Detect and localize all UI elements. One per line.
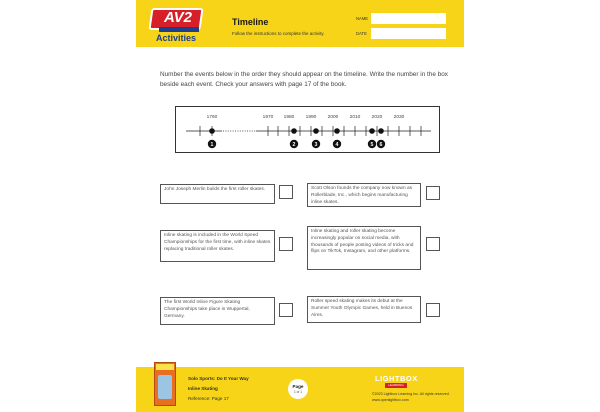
event-text: John Joseph Merlin builds the first roller skates. [164, 187, 266, 192]
page-badge [288, 379, 308, 399]
date-label: DATE [356, 31, 367, 36]
event-text: Inline skating is included in the World Speed Championships for the first time, with inline skates replacing traditional roller skates. [164, 233, 271, 252]
av2-logo [150, 8, 214, 44]
marker-number: 2 [292, 142, 296, 148]
year-label: 1760 [206, 115, 218, 120]
event-text: Roller speed skating makes its debut at the Summer Youth Olympic Games, held in Buenos Aires. [311, 299, 413, 318]
timeline-dot [313, 128, 319, 134]
marker-number: 5 [370, 142, 374, 148]
timeline-dot [291, 128, 297, 134]
event-box [307, 296, 421, 323]
event-box [160, 230, 275, 262]
answer-box[interactable] [426, 303, 440, 317]
marker-number: 6 [379, 142, 383, 148]
logo-activities: Activities [156, 33, 197, 43]
event-text: The first World Inline Figure Skating Championships take place in Wuppertal, Germany. [164, 300, 250, 319]
timeline-dot [369, 128, 375, 134]
event-box [160, 297, 275, 325]
year-label: 2030 [393, 115, 405, 120]
answer-box[interactable] [279, 303, 293, 317]
answer-box[interactable] [279, 237, 293, 251]
page-number: 1 of 1 [294, 390, 302, 394]
logo-text: AV2 [163, 9, 193, 26]
book-subtitle: Inline Skating [188, 386, 218, 391]
year-label: 1990 [305, 115, 317, 120]
timeline-dot [378, 128, 384, 134]
answer-box[interactable] [426, 186, 440, 200]
website: www.openlightbox.com [372, 398, 409, 402]
event-box [307, 183, 421, 207]
reference: Reference: Page 17 [188, 396, 229, 401]
year-label: 1970 [262, 115, 274, 120]
year-label: 2010 [349, 115, 361, 120]
page-title: Timeline [232, 17, 269, 27]
answer-box[interactable] [426, 237, 440, 251]
answer-box[interactable] [279, 185, 293, 199]
year-label: 2000 [327, 115, 339, 120]
event-text: Scott Olson founds the company now known as Rollerblade, Inc., which begins manufacturing inline skates. [311, 186, 413, 205]
timeline-dot [209, 128, 215, 134]
event-text: Inline skating and roller skating become increasingly popular on social media, with thousands of people posting videos of tricks and flips on TikTok, Instagram, and other platforms. [311, 229, 414, 255]
lightbox-sub: LEARNING [385, 383, 407, 388]
marker-number: 3 [314, 142, 318, 148]
instructions: Number the events below in the order they should appear on the timeline. Write the number in the box beside each event. Check your answers with page 17 of the book. [160, 71, 448, 88]
lightbox-logo: LIGHTBOX [375, 374, 418, 383]
name-label: NAME [356, 16, 369, 21]
name-field[interactable] [371, 13, 446, 24]
timeline-dot [334, 128, 340, 134]
timeline [175, 106, 440, 153]
year-label: 1980 [283, 115, 295, 120]
page-label: Page [292, 384, 304, 389]
logo-tagline-bar [159, 27, 199, 32]
event-box [160, 184, 275, 204]
book-title: Solo Sports: Do It Your Way [188, 376, 249, 381]
page-subtitle: Follow the instructions to complete the activity. [232, 31, 325, 36]
marker-number: 4 [335, 142, 339, 148]
event-box [307, 226, 421, 270]
year-label: 2020 [371, 115, 383, 120]
marker-number: 1 [210, 142, 214, 148]
timeline-graphic [176, 107, 439, 152]
date-field[interactable] [371, 28, 446, 39]
copyright: ©2023 Lightbox Learning Inc. All rights reserved. [372, 392, 450, 396]
book-cover-image [154, 362, 176, 406]
